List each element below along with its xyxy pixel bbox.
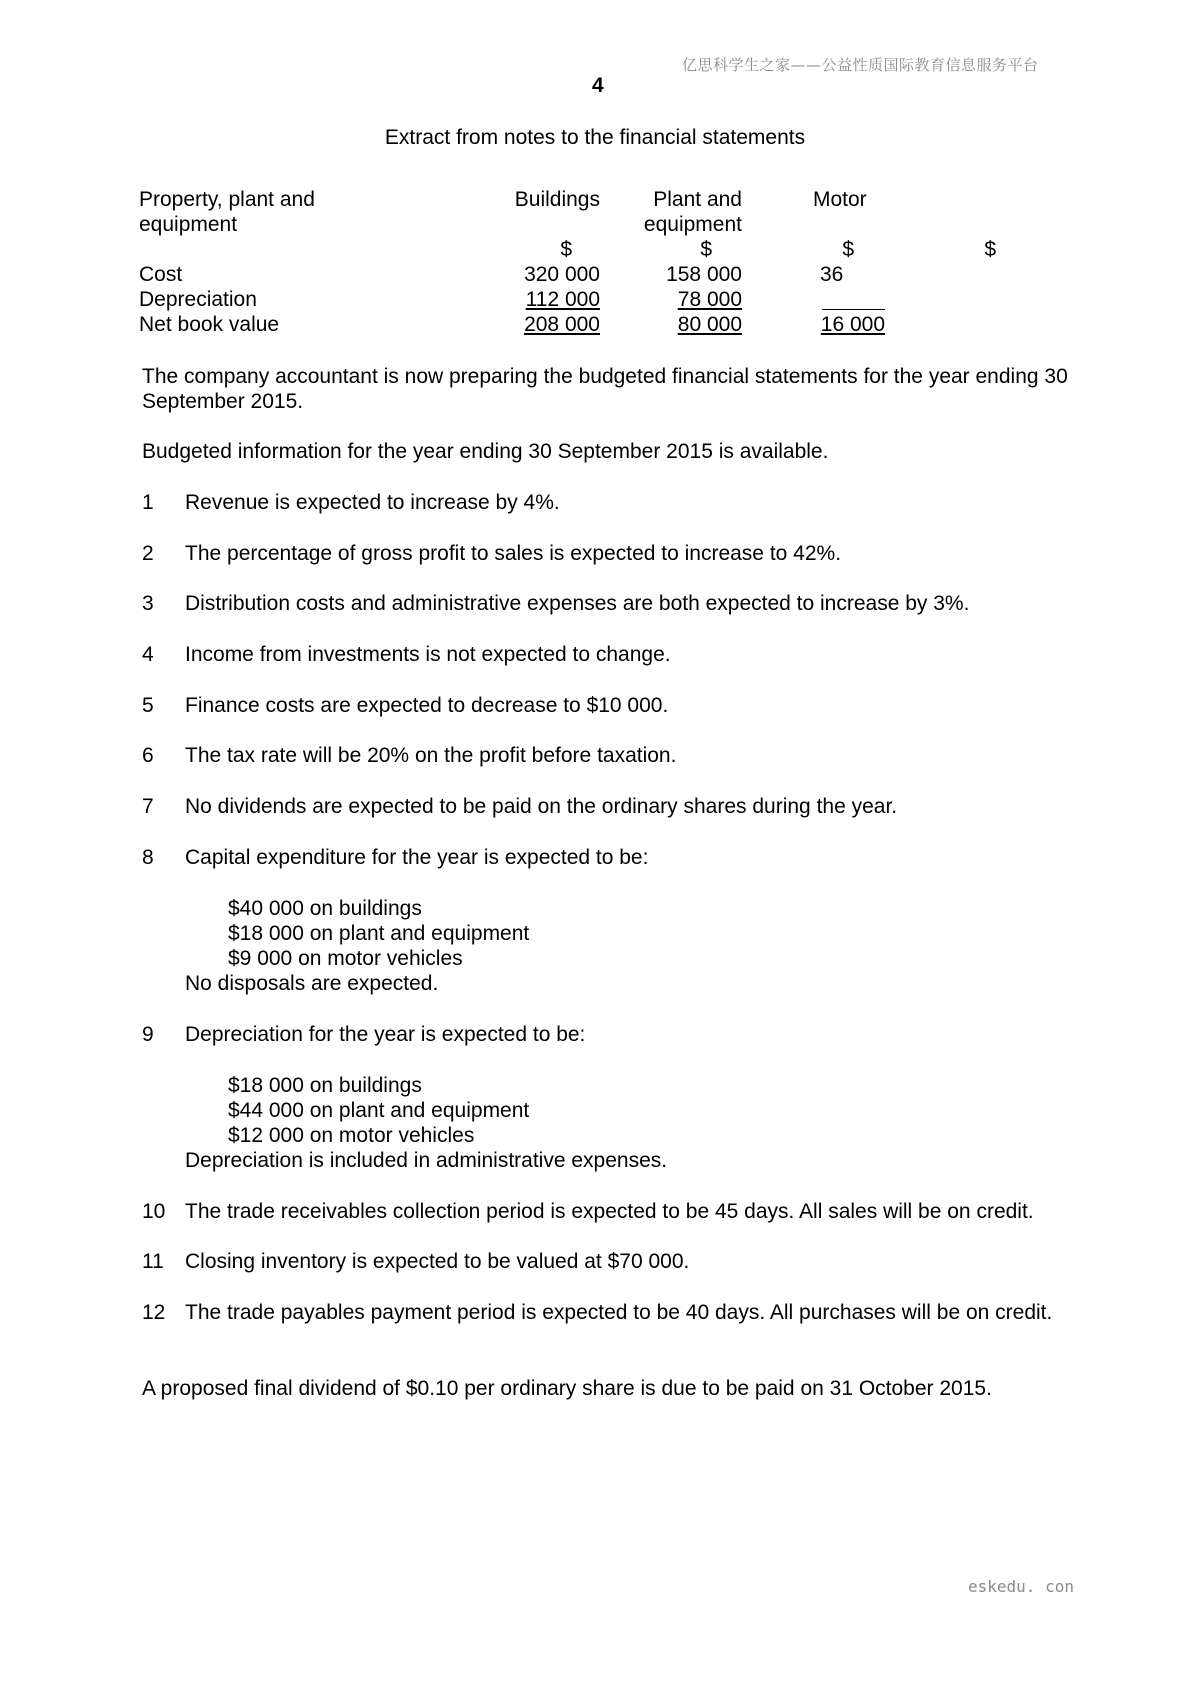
dep-motor-blank-line — [822, 309, 885, 310]
col-header-plant-line2: equipment — [643, 213, 742, 236]
col-header-buildings: Buildings — [514, 188, 600, 211]
cost-plant: 158 000 — [666, 263, 742, 286]
budget-info-paragraph: Budgeted information for the year ending 30 September 2015 is available. — [142, 440, 829, 463]
list-item-number: 1 — [142, 491, 154, 514]
list-item-text: Revenue is expected to increase by 4%. — [185, 491, 560, 514]
col-header-motor: Motor — [813, 188, 867, 211]
list-item-number: 2 — [142, 542, 154, 565]
depreciation-sub-item: $44 000 on plant and equipment — [228, 1099, 530, 1122]
row-label-nbv: Net book value — [139, 313, 280, 336]
list-item-note: No disposals are expected. — [185, 972, 439, 995]
dep-buildings: 112 000 — [525, 288, 600, 311]
list-item-number: 8 — [142, 846, 154, 869]
watermark-footer: eskedu. con — [968, 1577, 1074, 1596]
currency-plant: $ — [700, 238, 712, 261]
col-header-plant-line1: Plant and — [653, 188, 742, 211]
list-item-text: Income from investments is not expected to change. — [185, 643, 671, 666]
list-item-number: 10 — [142, 1200, 166, 1223]
ppe-row-header-line1: Property, plant and — [139, 188, 315, 211]
capex-sub-item: $9 000 on motor vehicles — [228, 947, 463, 970]
list-item-text: Distribution costs and administrative expenses are both expected to increase by 3%. — [185, 592, 970, 615]
list-item-text: The trade receivables collection period is expected to be 45 days. All sales will be on credit. — [185, 1200, 1034, 1223]
currency-total: $ — [984, 238, 996, 261]
list-item-text: The tax rate will be 20% on the profit before taxation. — [185, 744, 677, 767]
page-number: 4 — [592, 74, 604, 97]
list-item-number: 7 — [142, 795, 154, 818]
list-item-text: Closing inventory is expected to be valued at $70 000. — [185, 1250, 690, 1273]
list-item-number: 12 — [142, 1301, 166, 1324]
extract-title: Extract from notes to the financial statements — [384, 126, 806, 149]
row-label-depreciation: Depreciation — [139, 288, 257, 311]
list-item-text: The trade payables payment period is expected to be 40 days. All purchases will be on credit. — [185, 1301, 1053, 1324]
list-item-number: 11 — [142, 1250, 164, 1273]
capex-sub-item: $18 000 on plant and equipment — [228, 922, 530, 945]
list-item-number: 9 — [142, 1023, 154, 1046]
depreciation-sub-item: $12 000 on motor vehicles — [228, 1124, 475, 1147]
list-item-note: Depreciation is included in administrative expenses. — [185, 1149, 668, 1172]
cost-motor: 36 — [820, 263, 844, 286]
list-item-text: The percentage of gross profit to sales is expected to increase to 42%. — [185, 542, 842, 565]
list-item-number: 5 — [142, 694, 154, 717]
ppe-row-header-line2: equipment — [139, 213, 238, 236]
list-item-text: Capital expenditure for the year is expected to be: — [185, 846, 649, 869]
closing-paragraph: A proposed final dividend of $0.10 per ordinary share is due to be paid on 31 October 2015. — [142, 1377, 992, 1400]
list-item-text: Finance costs are expected to decrease to $10 000. — [185, 694, 669, 717]
cost-buildings: 320 000 — [524, 263, 600, 286]
list-item-text: No dividends are expected to be paid on the ordinary shares during the year. — [185, 795, 898, 818]
watermark-header: 亿思科学生之家——公益性质国际教育信息服务平台 — [682, 56, 1039, 74]
list-item-number: 4 — [142, 643, 154, 666]
nbv-plant: 80 000 — [677, 313, 742, 336]
currency-buildings: $ — [560, 238, 572, 261]
capex-sub-item: $40 000 on buildings — [228, 897, 422, 920]
list-item-text: Depreciation for the year is expected to be: — [185, 1023, 586, 1046]
intro-paragraph: The company accountant is now preparing the budgeted financial statements for the year ending 30 September 2015. — [142, 365, 1068, 413]
depreciation-sub-item: $18 000 on buildings — [228, 1074, 422, 1097]
dep-plant: 78 000 — [677, 288, 742, 311]
nbv-motor: 16 000 — [820, 313, 885, 336]
list-item-number: 6 — [142, 744, 154, 767]
row-label-cost: Cost — [139, 263, 183, 286]
currency-motor: $ — [842, 238, 854, 261]
nbv-buildings: 208 000 — [524, 313, 600, 336]
list-item-number: 3 — [142, 592, 154, 615]
